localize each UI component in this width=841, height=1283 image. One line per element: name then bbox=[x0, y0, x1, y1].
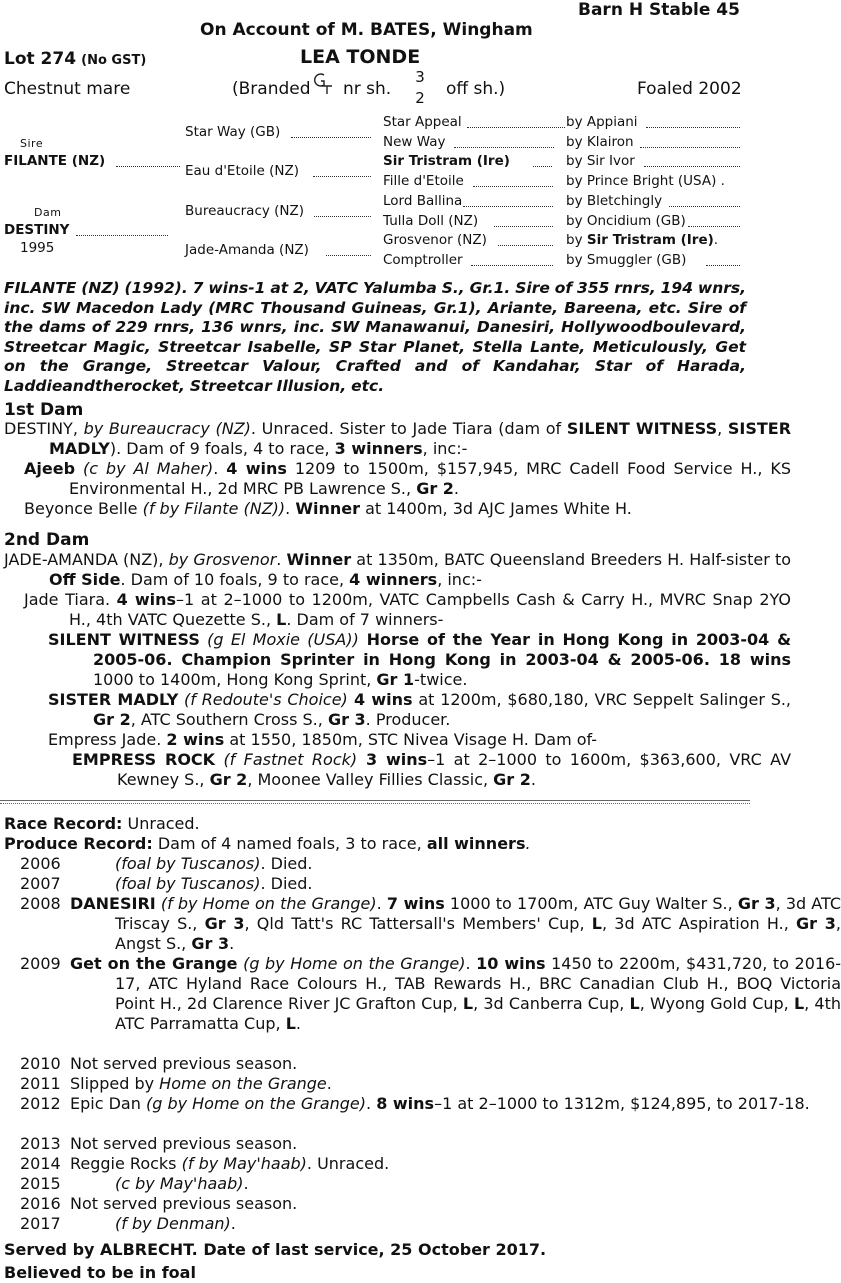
first-dam-text: DESTINY, by Bureaucracy (NZ). Unraced. Sister to Jade Tiara (dam of SILENT WITNESS, SISTER MADLY). Dam of 9 foals, 4 to race, 3 winners, inc:- bbox=[4, 419, 792, 458]
gen3-2: New Way bbox=[383, 134, 446, 150]
second-dam-heading: 2nd Dam bbox=[4, 530, 90, 550]
produce-year: 2015 bbox=[20, 1174, 61, 1193]
second-dam-foal-sister-madly: SISTER MADLY (f Redoute's Choice) 4 wins at 1200m, $680,180, VRC Seppelt Salinger S., Gr 2, ATC Southern Cross S., Gr 3. Producer. bbox=[48, 690, 792, 729]
first-dam-heading: 1st Dam bbox=[4, 400, 84, 420]
believed-in-foal: Believed to be in foal bbox=[4, 1263, 196, 1282]
produce-year: 2010 bbox=[20, 1054, 61, 1073]
dam-sire: Bureaucracy (NZ) bbox=[185, 203, 305, 219]
produce-year: 2014 bbox=[20, 1154, 61, 1173]
produce-year: 2009 bbox=[20, 954, 61, 973]
lot-label: Lot 274 bbox=[4, 49, 77, 69]
produce-row: 2006 (foal by Tuscanos). Died. bbox=[20, 854, 313, 873]
dot-leader bbox=[313, 176, 371, 177]
produce-row: 2007 (foal by Tuscanos). Died. bbox=[20, 874, 313, 893]
branded-post: off sh.) bbox=[446, 79, 506, 99]
gen4-1: by Appiani bbox=[566, 114, 638, 130]
g-t-brand-icon bbox=[313, 72, 337, 94]
gen4-8: by Smuggler (GB) bbox=[566, 252, 687, 268]
dam-dam: Jade-Amanda (NZ) bbox=[185, 242, 309, 258]
produce-year: 2012 bbox=[20, 1094, 61, 1113]
sire-label: Sire bbox=[20, 137, 44, 150]
dot-leader bbox=[116, 166, 180, 167]
produce-record: Produce Record: Dam of 4 named foals, 3 to race, all winners. bbox=[4, 834, 531, 853]
second-dam-foal-silent-witness: SILENT WITNESS (g El Moxie (USA)) Horse of the Year in Hong Kong in 2003-04 & 2005-06. Champion Sprinter in Hong Kong in 2003-04 & 2005-06. 18 wins 1000 to 1400m, Hong Kong Sprint, Gr 1-twice. bbox=[48, 630, 792, 689]
produce-year: 2007 bbox=[20, 874, 61, 893]
dot-leader bbox=[533, 166, 552, 167]
dam-year: 1995 bbox=[20, 240, 55, 256]
produce-year: 2008 bbox=[20, 894, 61, 913]
produce-row: 2017 (f by Denman). bbox=[20, 1214, 236, 1233]
foaled-year: Foaled 2002 bbox=[637, 79, 742, 99]
lot-number bbox=[4, 49, 146, 69]
dot-leader bbox=[644, 166, 740, 167]
produce-row: 2010 Not served previous season. bbox=[20, 1054, 298, 1073]
produce-year: 2006 bbox=[20, 854, 61, 873]
dot-leader bbox=[640, 147, 740, 148]
dot-leader bbox=[646, 127, 740, 128]
served-by: Served by ALBRECHT. Date of last service, 25 October 2017. bbox=[4, 1240, 547, 1259]
produce-row: 2014 Reggie Rocks (f by May'haab). Unraced. bbox=[20, 1154, 390, 1173]
gen3-4: Fille d'Etoile bbox=[383, 173, 464, 189]
section-divider bbox=[0, 800, 750, 801]
gen3-6: Tulla Doll (NZ) bbox=[383, 213, 479, 229]
produce-row: 2008 DANESIRI (f by Home on the Grange). 7 wins 1000 to 1700m, ATC Guy Walter S., Gr 3, 3d ATC Triscay S., Gr 3, Qld Tatt's RC Tattersall's Members' Cup, L, 3d ATC Aspiration H., Gr 3, Angst S., Gr 3. bbox=[20, 894, 841, 953]
first-dam-foal-beyonce: Beyonce Belle (f by Filante (NZ)). Winner at 1400m, 3d AJC James White H. bbox=[24, 499, 632, 518]
first-dam-foal-ajeeb: Ajeeb (c by Al Maher). 4 wins 1209 to 1500m, $157,945, MRC Cadell Food Service H., KS Environmental H., 2d MRC PB Lawrence S., Gr 2. bbox=[24, 459, 792, 498]
dot-leader bbox=[688, 226, 740, 227]
branded-pre: (Branded bbox=[232, 79, 311, 99]
dot-leader bbox=[76, 235, 168, 236]
gen4-3: by Sir Ivor bbox=[566, 153, 635, 169]
dot-leader bbox=[314, 216, 371, 217]
gen4-4: by Prince Bright (USA) . bbox=[566, 173, 725, 189]
horse-description: Chestnut mare bbox=[4, 79, 131, 99]
produce-year: 2013 bbox=[20, 1134, 61, 1153]
second-dam-foal-jade-tiara: Jade Tiara. 4 wins–1 at 2–1000 to 1200m, VATC Campbells Cash & Carry H., MVRC Snap 2YO H., 4th VATC Quezette S., L. Dam of 7 winners- bbox=[24, 590, 791, 629]
gen3-7: Grosvenor (NZ) bbox=[383, 232, 487, 248]
second-dam-text: JADE-AMANDA (NZ), by Grosvenor. Winner at 1350m, BATC Queensland Breeders H. Half-sister to Off Side. Dam of 10 foals, 9 to race, 4 winners, inc:- bbox=[4, 550, 792, 589]
frac-numerator: 3 bbox=[415, 68, 425, 86]
second-dam-grandfoal-empress-rock: EMPRESS ROCK (f Fastnet Rock) 3 wins–1 at 2–1000 to 1600m, $363,600, VRC AV Kewney S., Gr 2, Moonee Valley Fillies Classic, Gr 2. bbox=[72, 750, 792, 789]
dot-leader bbox=[498, 245, 553, 246]
dot-leader bbox=[454, 147, 554, 148]
gen4-6: by Oncidium (GB) bbox=[566, 213, 686, 229]
produce-row: 2016 Not served previous season. bbox=[20, 1194, 298, 1213]
sire-summary: FILANTE (NZ) (1992). 7 wins-1 at 2, VATC Yalumba S., Gr.1. Sire of 355 rnrs, 194 wnrs, inc. SW Macedon Lady (MRC Thousand Guineas, Gr.1), Ariante, Bareena, etc. Sire of the dams of 229 rnrs, 136 wnrs, inc. SW Manawanui, Danesiri, Hollywoodboulevard, Streetcar Magic, Streetcar Isabelle, SP Star Planet, Stella Lante, Meticulously, Get on the Grange, Streetcar Valour, Crafted and of Kandahar, Star of Harada, Laddieandtherocket, Streetcar Illusion, etc. bbox=[4, 279, 746, 395]
frac-denominator: 2 bbox=[415, 89, 425, 107]
dot-leader bbox=[494, 226, 553, 227]
dot-leader bbox=[291, 137, 371, 138]
produce-year: 2011 bbox=[20, 1074, 61, 1093]
dam-label: Dam bbox=[34, 206, 62, 219]
branded-mid: nr sh. bbox=[343, 79, 392, 99]
dot-leader bbox=[463, 206, 553, 207]
dot-leader bbox=[467, 127, 565, 128]
horse-name: LEA TONDE bbox=[300, 46, 421, 68]
gen3-5: Lord Ballina bbox=[383, 193, 463, 209]
dot-leader bbox=[473, 186, 553, 187]
barn-stable: Barn H Stable 45 bbox=[578, 0, 740, 20]
dam-name: DESTINY bbox=[4, 222, 70, 238]
produce-year: 2017 bbox=[20, 1214, 61, 1233]
gen3-1: Star Appeal bbox=[383, 114, 462, 130]
produce-row: 2013 Not served previous season. bbox=[20, 1134, 298, 1153]
gen4-2: by Klairon bbox=[566, 134, 634, 150]
gen3-8: Comptroller bbox=[383, 252, 463, 268]
produce-row: 2009 Get on the Grange (g by Home on the Grange). 10 wins 1450 to 2200m, $431,720, to 2016-17, ATC Hyland Race Colours H., TAB Rewards H., BRC Canadian Club H., BOQ Victoria Point H., 2d Clarence River JC Grafton Cup, L, 3d Canberra Cup, L, Wyong Gold Cup, L, 4th ATC Parramatta Cup, L. bbox=[20, 954, 841, 1033]
dot-leader bbox=[326, 255, 371, 256]
vendor-line: On Account of M. BATES, Wingham bbox=[200, 20, 533, 40]
gen4-5: by Bletchingly bbox=[566, 193, 663, 209]
sire-dam: Eau d'Etoile (NZ) bbox=[185, 163, 299, 179]
race-record: Race Record: Unraced. bbox=[4, 814, 200, 833]
second-dam-foal-empress-jade: Empress Jade. 2 wins at 1550, 1850m, STC Nivea Visage H. Dam of- bbox=[48, 730, 598, 749]
sire-sire: Star Way (GB) bbox=[185, 124, 281, 140]
dot-leader bbox=[669, 206, 740, 207]
gen4-7: by Sir Tristram (Ire). bbox=[566, 232, 719, 248]
dot-leader bbox=[471, 265, 553, 266]
produce-row: 2015 (c by May'haab). bbox=[20, 1174, 249, 1193]
sire-name: FILANTE (NZ) bbox=[4, 153, 106, 169]
lot-note: (No GST) bbox=[81, 53, 147, 68]
gen3-3: Sir Tristram (Ire) bbox=[383, 153, 510, 169]
dot-leader bbox=[706, 265, 740, 266]
produce-row: 2012 Epic Dan (g by Home on the Grange). 8 wins–1 at 2–1000 to 1312m, $124,895, to 2017-18. bbox=[20, 1094, 810, 1113]
section-divider bbox=[0, 803, 750, 804]
produce-year: 2016 bbox=[20, 1194, 61, 1213]
produce-row: 2011 Slipped by Home on the Grange. bbox=[20, 1074, 332, 1093]
